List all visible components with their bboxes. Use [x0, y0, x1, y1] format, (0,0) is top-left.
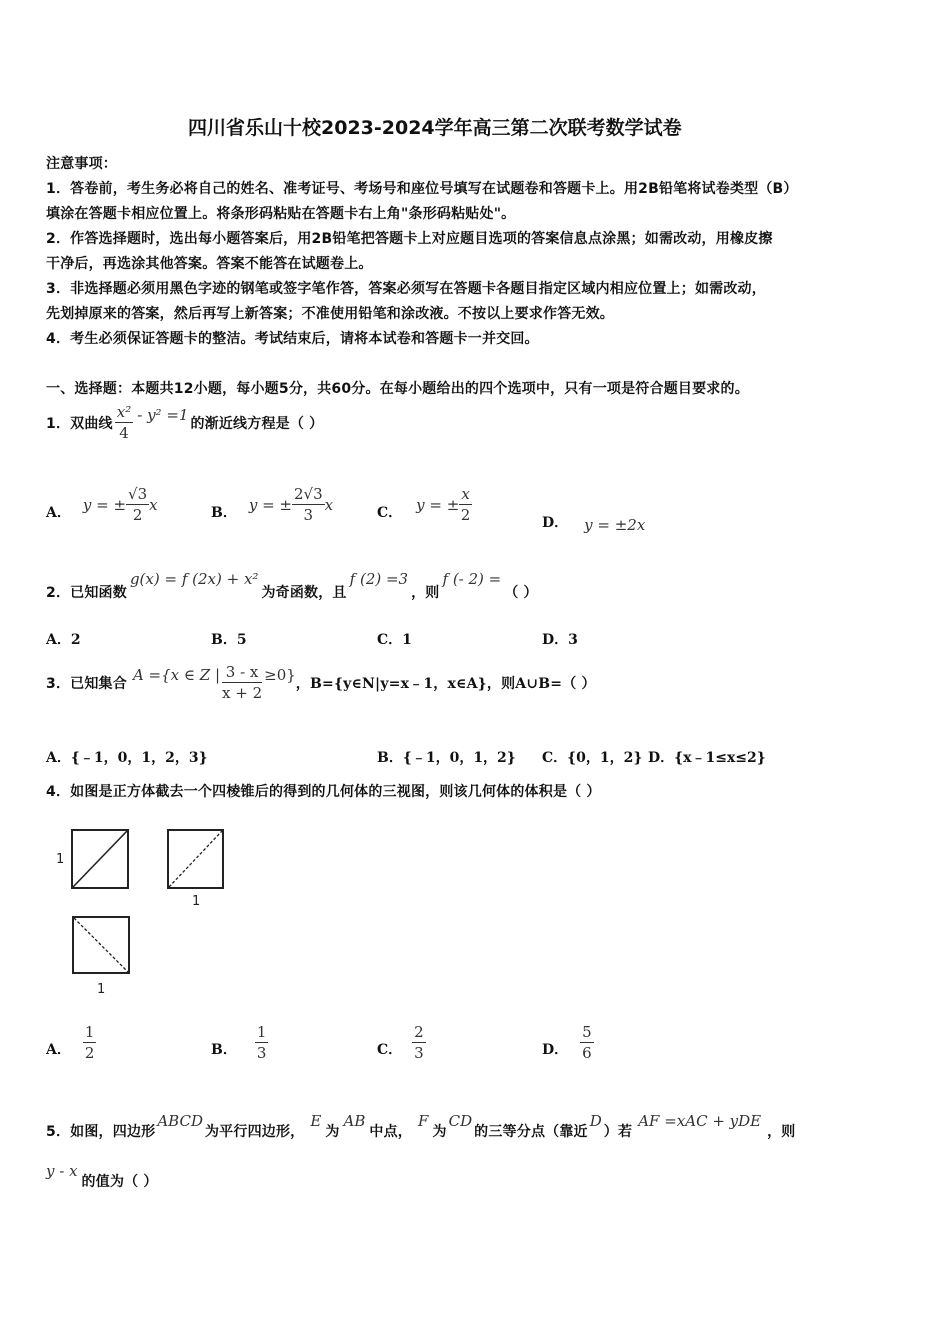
q5-t2: 为	[325, 1124, 340, 1140]
three-view-svg	[52, 826, 242, 1006]
notice-heading: 注意事项：	[46, 156, 117, 172]
q1-a-den: 2	[132, 506, 143, 524]
q4-label-a: A．	[46, 1041, 71, 1058]
q3-fraction	[222, 662, 262, 703]
q1-suffix: 的渐近线方程是（ ）	[190, 415, 324, 432]
q4-option-a	[46, 1022, 96, 1063]
q3-option-b: B．{﹣1，0，1，2}	[377, 750, 516, 766]
q4-d-frac	[580, 1022, 594, 1063]
q3-prefix: 3．已知集合	[46, 675, 127, 692]
q3-option-a: A．{﹣1，0，1，2，3}	[46, 750, 208, 766]
q1-label-d: D．	[542, 515, 569, 531]
q1-a-pre: y = ±	[82, 495, 127, 514]
q1-option-a	[46, 484, 158, 525]
q3-option-d: D．{x﹣1≤x≤2}	[648, 750, 766, 766]
q5-y-minus-x: y - x	[46, 1162, 78, 1180]
notice-line-4: 4．考生必须保证答题卡的整洁。考试结束后，请将本试卷和答题卡一并交回。	[46, 331, 539, 347]
section-heading: 一、选择题：本题共12小题，每小题5分，共60分。在每小题给出的四个选项中，只有一项是符合题目要求的。	[46, 381, 749, 397]
three-view-figure	[52, 826, 242, 1006]
q2-cond: f (2) =3	[349, 570, 409, 588]
front-view-label: 1	[56, 852, 65, 867]
q1-label-c: C．	[377, 504, 403, 521]
q4-label-b: B．	[211, 1041, 237, 1058]
q3-set-a: A ={x ∈ Z |	[132, 665, 221, 684]
q4-label-c: C．	[377, 1041, 403, 1058]
q5-t8: 的值为（ ）	[81, 1174, 158, 1190]
q1-b-pre: y = ±	[248, 495, 292, 514]
notice-line-3a: 3．非选择题必须用黑色字迹的钢笔或签字笔作答，答案必须写在答题卡各题目指定区域内相应位置上；如需改动，	[46, 281, 766, 297]
q4-c-frac	[412, 1022, 426, 1063]
q4-b-num: 1	[256, 1023, 267, 1041]
q1-b-frac	[292, 484, 325, 525]
q5-d: D	[589, 1112, 602, 1130]
q4-c-den: 3	[414, 1044, 424, 1062]
q2-suffix: （ ）	[504, 585, 538, 601]
q4-option-c	[377, 1022, 426, 1063]
top-view-dashed-diagonal	[74, 918, 128, 972]
q5-t6: ）若	[603, 1124, 633, 1140]
q1-c-num: x	[461, 485, 470, 503]
q5-equation: AF =xAC + yDE	[638, 1112, 762, 1130]
question-2	[46, 570, 538, 602]
q1-option-c	[377, 484, 472, 525]
q1-b-post: x	[324, 495, 334, 514]
notice-line-1b: 填涂在答题卡相应位置上。将条形码粘贴在答题卡右上角"条形码粘贴处"。	[46, 206, 516, 222]
q4-b-frac	[255, 1022, 269, 1063]
q1-option-b	[211, 484, 333, 525]
q2-mid: 为奇函数，且	[261, 585, 347, 601]
q4-option-b	[211, 1022, 268, 1063]
notice-line-2b: 干净后，再选涂其他答案。答案不能答在试题卷上。	[46, 256, 373, 272]
q1-c-frac	[459, 484, 471, 525]
q2-ask: f (- 2) =	[442, 570, 502, 588]
question-5-line-2	[46, 1162, 158, 1191]
q5-f: F	[418, 1112, 429, 1130]
notice-line-1a: 1．答卷前，考生务必将自己的姓名、准考证号、考场号和座位号填写在试题卷和答题卡上。用2B铅笔将试卷类型（B）	[46, 181, 798, 197]
question-5	[46, 1112, 796, 1141]
question-1	[46, 402, 323, 443]
q5-t5: 的三等分点（靠近	[474, 1124, 588, 1140]
q1-a-num: √3	[128, 485, 148, 503]
top-view-label: 1	[97, 982, 106, 997]
q5-t1: 为平行四边形，	[204, 1124, 305, 1140]
page-title: 四川省乐山十校2023-2024学年高三第二次联考数学试卷	[188, 117, 682, 139]
front-view-diagonal	[73, 831, 127, 887]
q2-mid2: ，则	[411, 585, 440, 601]
q5-t4: 为	[432, 1124, 447, 1140]
q3-set-a-end: ≥0}	[264, 665, 296, 684]
q4-d-num: 5	[582, 1023, 592, 1041]
q1-fraction	[115, 402, 133, 443]
q1-option-d	[542, 510, 645, 534]
side-view-label: 1	[192, 894, 201, 909]
q5-t7: ，则	[767, 1124, 796, 1140]
q3-rest: ，B={y∈N|y=x﹣1，x∈A}，则A∪B=（ ）	[295, 675, 596, 692]
q5-e: E	[310, 1112, 322, 1130]
q1-equation-rest: - y² =1	[137, 405, 189, 424]
q1-b-num: 2√3	[294, 485, 323, 503]
q4-a-den: 2	[84, 1044, 95, 1062]
q4-a-num: 1	[84, 1023, 95, 1041]
q1-prefix: 1．双曲线	[46, 415, 113, 432]
q2-option-c: C．1	[377, 632, 412, 648]
q4-option-d	[542, 1022, 594, 1063]
q1-label-a: A．	[46, 504, 71, 521]
q4-c-num: 2	[414, 1023, 424, 1041]
q5-prefix: 5．如图，四边形	[46, 1124, 156, 1140]
q5-cd: CD	[448, 1112, 473, 1130]
q2-option-a: A．2	[46, 632, 81, 648]
q1-frac-den: 4	[119, 424, 129, 442]
q4-d-den: 6	[582, 1044, 592, 1062]
q2-option-d: D．3	[542, 632, 578, 648]
q5-abcd: ABCD	[157, 1112, 203, 1130]
notice-line-3b: 先划掉原来的答案，然后再写上新答案；不准使用铅笔和涂改液。不按以上要求作答无效。	[46, 306, 614, 322]
q1-label-b: B．	[211, 504, 237, 521]
q1-a-frac	[126, 484, 149, 525]
notice-line-2a: 2．作答选择题时，选出每小题答案后，用2B铅笔把答题卡上对应题目选项的答案信息点涂黑；如需改动，用橡皮擦	[46, 231, 773, 247]
q2-option-b: B．5	[211, 632, 247, 648]
q4-a-frac	[83, 1022, 97, 1063]
q1-c-pre: y = ±	[416, 495, 460, 514]
q5-t3: 中点，	[369, 1124, 413, 1140]
side-view-dashed-diagonal	[169, 831, 222, 887]
q5-ab: AB	[343, 1112, 366, 1130]
q3-frac-den: x + 2	[222, 684, 263, 702]
q1-frac-num: x²	[116, 403, 132, 421]
q1-b-den: 3	[303, 506, 314, 524]
question-4: 4．如图是正方体截去一个四棱锥后的得到的几何体的三视图，则该几何体的体积是（ ）	[46, 784, 601, 800]
q1-d-text: y = ±2x	[584, 516, 646, 534]
q1-a-post: x	[149, 495, 158, 514]
q3-frac-num: 3 - x	[222, 662, 262, 683]
q1-c-den: 2	[460, 506, 471, 524]
q3-option-c: C．{0，1，2}	[542, 750, 643, 766]
question-3	[46, 662, 596, 703]
q4-label-d: D．	[542, 1041, 569, 1058]
q4-b-den: 3	[256, 1044, 267, 1062]
q2-func: g(x) = f (2x) + x²	[129, 570, 259, 588]
q2-prefix: 2．已知函数	[46, 585, 127, 601]
